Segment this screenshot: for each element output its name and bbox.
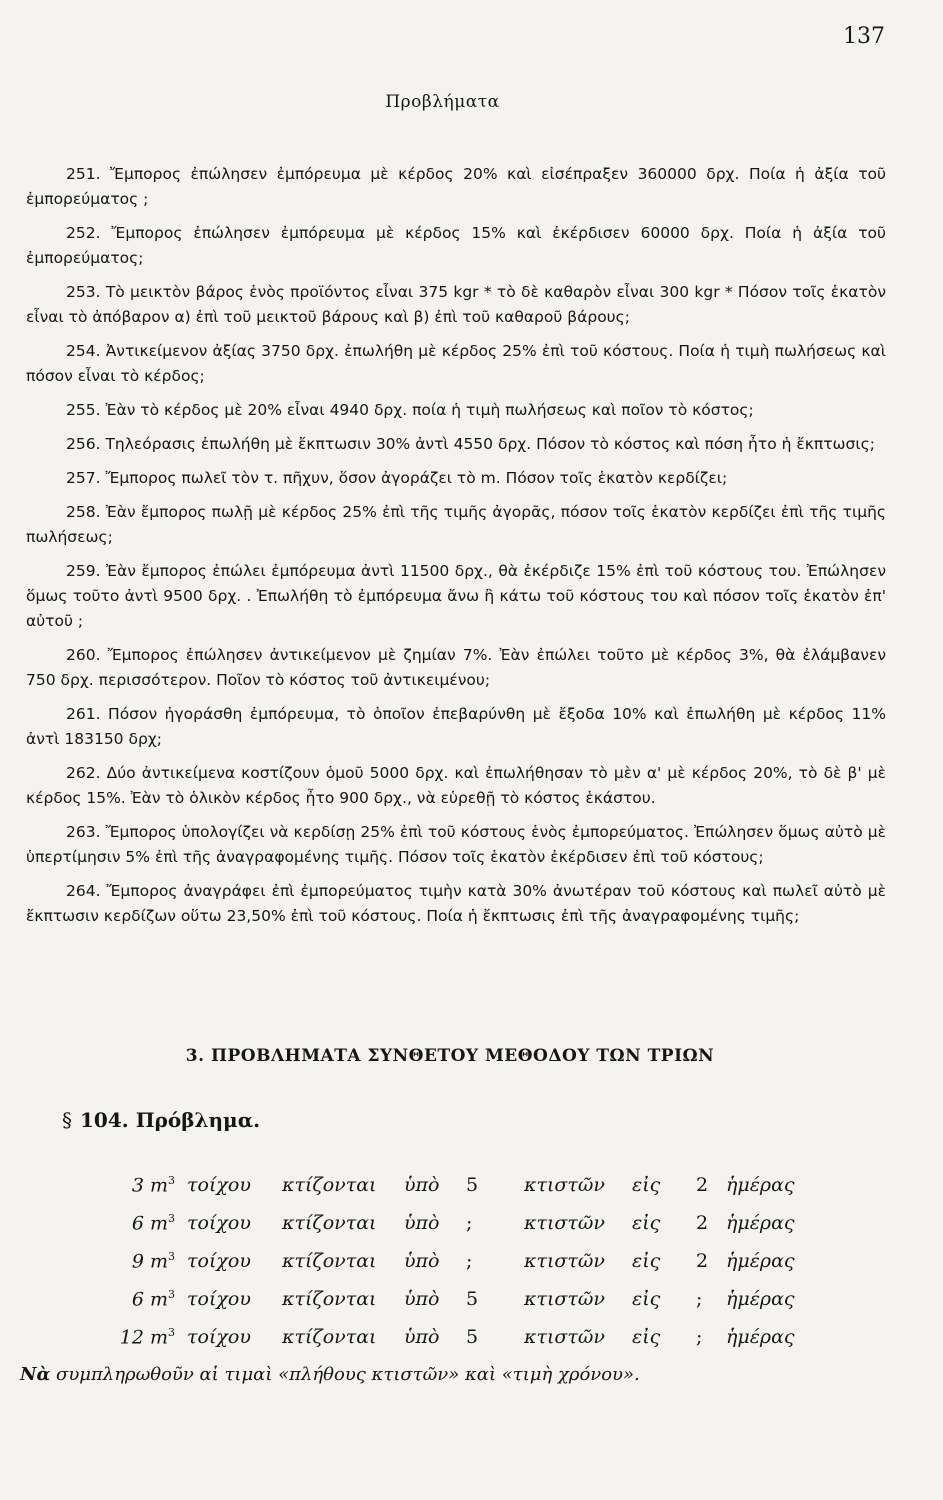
problem-text: Ἐὰν τὸ κέρδος μὲ 20% εἶναι 4940 δρχ. ποία ἡ τιμὴ πωλήσεως καὶ ποῖον τὸ κόστος; — [105, 401, 754, 419]
table-row — [100, 1242, 806, 1280]
builders-cell: κτιστῶν — [524, 1212, 605, 1234]
quantity-cell: 12 $m^3$ — [119, 1325, 175, 1349]
problem-text: Ἔμπορος πωλεῖ τὸν τ. πῆχυν, ὅσον ἀγοράζει τὸ m. Πόσον τοῖς ἑκατὸν κερδίζει; — [105, 469, 728, 487]
workers-cell: ; — [466, 1250, 473, 1272]
problem-item — [26, 761, 886, 811]
builders-cell: κτιστῶν — [524, 1174, 605, 1196]
problem-text: Ἔμπορος ὑπολογίζει νὰ κερδίσῃ 25% ἐπὶ τοῦ κόστους ἑνὸς ἐμπορεύματος. Ἐπώλησεν ὅμως αὐτὸ μὲ ὑπερτίμησιν 5% ἐπὶ τῆς ἀναγραφομένης τιμῆς. Πόσον τοῖς ἑκατὸν ἐκέρδισεν ἐπὶ τοῦ κόστους; — [26, 823, 886, 866]
problem-item — [26, 339, 886, 389]
problem-item — [26, 702, 886, 752]
instruction-line — [20, 1364, 640, 1385]
eis-cell: εἰς — [632, 1250, 661, 1272]
unit-cell: ἡμέρας — [726, 1250, 795, 1272]
problem-text: Ἐὰν ἔμπορος πωλῇ μὲ κέρδος 25% ἐπὶ τῆς τιμῆς ἀγορᾶς, πόσον τοῖς ἑκατὸν κερδίζει ἐπὶ τῆς τιμῆς πωλήσεως; — [26, 503, 886, 546]
quantity-cell: 6 $m^3$ — [131, 1211, 175, 1235]
instruction-text: συμπληρωθοῦν αἱ τιμαὶ «πλήθους κτιστῶν» καὶ «τιμὴ χρόνου». — [50, 1364, 640, 1385]
problem-number: 259. — [66, 562, 101, 580]
section-title: Προβλήματα — [385, 92, 500, 112]
wall-cell: τοίχου — [187, 1250, 251, 1272]
quantity-cell: 9 $m^3$ — [131, 1249, 175, 1273]
proportion-table — [100, 1166, 806, 1356]
quantity-cell: 6 $m^3$ — [131, 1287, 175, 1311]
problem-text: Ἀντικείμενον ἀξίας 3750 δρχ. ἐπωλήθη μὲ κέρδος 25% ἐπὶ τοῦ κόστους. Ποία ἡ τιμὴ πωλήσεως καὶ πόσον εἶναι τὸ κέρδος; — [26, 342, 886, 385]
problem-number: 253. — [66, 283, 101, 301]
problem-number: 251. — [66, 165, 101, 183]
problem-number: 260. — [66, 646, 101, 664]
problem-number: 262. — [66, 764, 101, 782]
table-row — [100, 1204, 806, 1242]
verb-cell: κτίζονται — [282, 1174, 377, 1196]
problem-number: 255. — [66, 401, 101, 419]
workers-cell: 5 — [466, 1288, 479, 1310]
preposition-cell: ὑπὸ — [404, 1326, 440, 1348]
builders-cell: κτιστῶν — [524, 1288, 605, 1310]
days-cell: ; — [696, 1288, 703, 1310]
unit-cell: ἡμέρας — [726, 1326, 795, 1348]
problem-item — [26, 559, 886, 634]
problem-item — [26, 280, 886, 330]
table-row — [100, 1166, 806, 1204]
verb-cell: κτίζονται — [282, 1288, 377, 1310]
problem-number: 252. — [66, 224, 101, 242]
problem-text: Πόσον ἠγοράσθη ἐμπόρευμα, τὸ ὁποῖον ἐπεβαρύνθη μὲ ἔξοδα 10% καὶ ἐπωλήθη μὲ κέρδος 11% ἀντὶ 183150 δρχ; — [26, 705, 886, 748]
problem-number: 257. — [66, 469, 101, 487]
chapter-heading: 3. ΠΡΟΒΛΗΜΑΤΑ ΣΥΝΘΕΤΟΥ ΜΕΘΟΔΟΥ ΤΩΝ ΤΡΙΩΝ — [185, 1046, 715, 1066]
problem-number: 254. — [66, 342, 101, 360]
problem-item — [26, 500, 886, 550]
wall-cell: τοίχου — [187, 1326, 251, 1348]
workers-cell: 5 — [466, 1174, 479, 1196]
eis-cell: εἰς — [632, 1326, 661, 1348]
paragraph-title: Πρόβλημα. — [135, 1108, 261, 1132]
problem-number: 256. — [66, 435, 101, 453]
paragraph-number: 104. — [80, 1108, 129, 1132]
problem-text: Τὸ μεικτὸν βάρος ἑνὸς προϊόντος εἶναι 375 kgr * τὸ δὲ καθαρὸν εἶναι 300 kgr * Πόσον τοῖς ἑκατὸν εἶναι τὸ ἀπόβαρον α) ἐπὶ τοῦ μεικτοῦ βάρους καὶ β) ἐπὶ τοῦ καθαροῦ βάρους; — [26, 283, 886, 326]
problem-text: Τηλεόρασις ἐπωλήθη μὲ ἔκπτωσιν 30% ἀντὶ 4550 δρχ. Πόσον τὸ κόστος καὶ πόση ἦτο ἡ ἔκπτωσις; — [105, 435, 875, 453]
eis-cell: εἰς — [632, 1212, 661, 1234]
problem-text: Ἔμπορος ἀναγράφει ἐπὶ ἐμπορεύματος τιμὴν κατὰ 30% ἀνωτέραν τοῦ κόστους καὶ πωλεῖ αὐτὸ μὲ ἔκπτωσιν κερδίζων οὕτω 23,50% ἐπὶ τοῦ κόστους. Ποία ἡ ἔκπτωσις ἐπὶ τῆς ἀναγραφομένης τιμῆς; — [26, 882, 886, 925]
wall-cell: τοίχου — [187, 1212, 251, 1234]
workers-cell: ; — [466, 1212, 473, 1234]
problem-item — [26, 643, 886, 693]
wall-cell: τοίχου — [187, 1288, 251, 1310]
problem-text: Ἔμπορος ἐπώλησεν ἐμπόρευμα μὲ κέρδος 15% καὶ ἐκέρδισεν 60000 δρχ. Ποία ἡ ἀξία τοῦ ἐμπορεύματος; — [26, 224, 886, 267]
problem-text: Ἔμπορος ἐπώλησεν ἀντικείμενον μὲ ζημίαν 7%. Ἐὰν ἐπώλει τοῦτο μὲ κέρδος 3%, θὰ ἐλάμβανεν 750 δρχ. περισσότερον. Ποῖον τὸ κόστος τοῦ ἀντικειμένου; — [26, 646, 886, 689]
problem-number: 264. — [66, 882, 101, 900]
days-cell: 2 — [696, 1174, 709, 1196]
instruction-lead: Νὰ — [20, 1364, 51, 1385]
unit-cell: ἡμέρας — [726, 1212, 795, 1234]
eis-cell: εἰς — [632, 1174, 661, 1196]
table-row — [100, 1318, 806, 1356]
problem-item — [26, 398, 886, 423]
preposition-cell: ὑπὸ — [404, 1174, 440, 1196]
days-cell: 2 — [696, 1212, 709, 1234]
days-cell: ; — [696, 1326, 703, 1348]
problem-text: Ἐὰν ἔμπορος ἐπώλει ἐμπόρευμα ἀντὶ 11500 δρχ., θὰ ἐκέρδιζε 15% ἐπὶ τοῦ κόστους του. Ἐπώλησεν ὅμως τοῦτο ἀντὶ 9500 δρχ. . Ἐπωλήθη τὸ ἐμπόρευμα ἄνω ἢ κάτω τοῦ κόστους του καὶ πόσον τοῖς ἑκατὸν ἐπ' αὐτοῦ ; — [26, 562, 886, 630]
problem-item — [26, 879, 886, 929]
problem-item — [26, 162, 886, 212]
preposition-cell: ὑπὸ — [404, 1212, 440, 1234]
problem-item — [26, 466, 886, 491]
verb-cell: κτίζονται — [282, 1326, 377, 1348]
section-symbol: § — [62, 1108, 72, 1132]
preposition-cell: ὑπὸ — [404, 1288, 440, 1310]
problem-number: 261. — [66, 705, 101, 723]
problem-item — [26, 820, 886, 870]
paragraph-heading — [62, 1108, 260, 1132]
page-number: 137 — [843, 24, 885, 49]
problem-number: 258. — [66, 503, 101, 521]
verb-cell: κτίζονται — [282, 1250, 377, 1272]
table-row — [100, 1280, 806, 1318]
preposition-cell: ὑπὸ — [404, 1250, 440, 1272]
quantity-cell: 3 $m^3$ — [131, 1173, 175, 1197]
workers-cell: 5 — [466, 1326, 479, 1348]
builders-cell: κτιστῶν — [524, 1250, 605, 1272]
unit-cell: ἡμέρας — [726, 1288, 795, 1310]
problem-list — [26, 162, 886, 938]
unit-cell: ἡμέρας — [726, 1174, 795, 1196]
problem-number: 263. — [66, 823, 101, 841]
problem-item — [26, 221, 886, 271]
wall-cell: τοίχου — [187, 1174, 251, 1196]
problem-text: Ἔμπορος ἐπώλησεν ἐμπόρευμα μὲ κέρδος 20% καὶ εἰσέπραξεν 360000 δρχ. Ποία ἡ ἀξία τοῦ ἐμπορεύματος ; — [26, 165, 886, 208]
problem-item — [26, 432, 886, 457]
days-cell: 2 — [696, 1250, 709, 1272]
builders-cell: κτιστῶν — [524, 1326, 605, 1348]
eis-cell: εἰς — [632, 1288, 661, 1310]
verb-cell: κτίζονται — [282, 1212, 377, 1234]
problem-text: Δύο ἀντικείμενα κοστίζουν ὁμοῦ 5000 δρχ. καὶ ἐπωλήθησαν τὸ μὲν α' μὲ κέρδος 20%, τὸ δὲ β' μὲ κέρδος 15%. Ἐὰν τὸ ὁλικὸν κέρδος ἦτο 900 δρχ., νὰ εὑρεθῇ τὸ κόστος ἑκάστου. — [26, 764, 886, 807]
